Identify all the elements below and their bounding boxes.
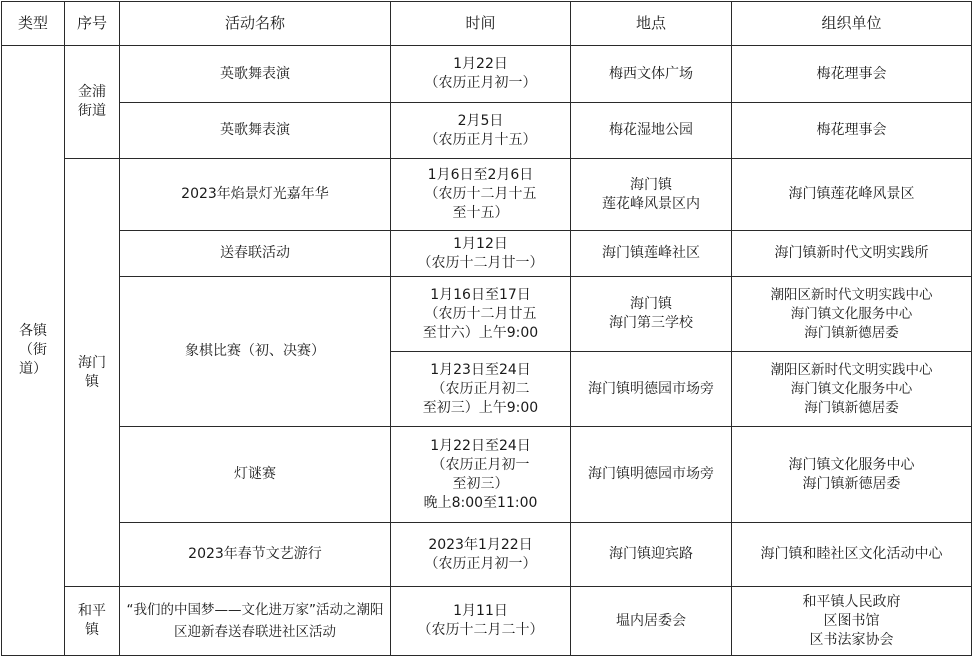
group-jinpu: 金浦 街道 <box>65 46 120 159</box>
activity-place: 海门镇明德园市场旁 <box>571 427 732 523</box>
header-type: 类型 <box>2 2 65 46</box>
activity-org: 海门镇莲花峰风景区 <box>732 159 972 231</box>
activity-org: 海门镇文化服务中心 海门镇新德居委 <box>732 427 972 523</box>
table-row <box>2 46 972 103</box>
activity-time: 1月11日 （农历十二月二十） <box>391 587 571 656</box>
activity-org: 海门镇新时代文明实践所 <box>732 231 972 277</box>
activity-org: 海门镇和睦社区文化活动中心 <box>732 523 972 587</box>
activity-org: 和平镇人民政府 区图书馆 区书法家协会 <box>732 587 972 656</box>
group-heping: 和平 镇 <box>65 587 120 656</box>
header-org: 组织单位 <box>732 2 972 46</box>
header-name: 活动名称 <box>120 2 391 46</box>
activity-place: 塭内居委会 <box>571 587 732 656</box>
activity-time: 1月22日至24日 （农历正月初一 至初三） 晚上8:00至11:00 <box>391 427 571 523</box>
group-haimen: 海门 镇 <box>65 159 120 587</box>
activity-time: 1月22日 （农历正月初一） <box>391 46 571 103</box>
activity-table <box>1 1 972 656</box>
activity-name: 英歌舞表演 <box>120 46 391 103</box>
type-cell: 各镇 （街 道） <box>2 46 65 656</box>
activity-time: 1月6日至2月6日 （农历十二月十五 至十五） <box>391 159 571 231</box>
activity-name: 象棋比赛（初、决赛） <box>120 277 391 427</box>
activity-name: 送春联活动 <box>120 231 391 277</box>
activity-place: 海门镇迎宾路 <box>571 523 732 587</box>
header-time: 时间 <box>391 2 571 46</box>
activity-org: 潮阳区新时代文明实践中心 海门镇文化服务中心 海门镇新德居委 <box>732 352 972 427</box>
activity-time: 2月5日 （农历正月十五） <box>391 103 571 159</box>
activity-name: “我们的中国梦——文化进万家”活动之潮阳区迎新春送春联进社区活动 <box>120 587 391 656</box>
activity-time: 2023年1月22日 （农历正月初一） <box>391 523 571 587</box>
table-row <box>2 231 972 277</box>
table-row <box>2 277 972 352</box>
activity-time: 1月16日至17日 （农历十二月廿五 至廿六）上午9:00 <box>391 277 571 352</box>
table-row <box>2 587 972 656</box>
header-place: 地点 <box>571 2 732 46</box>
table-row <box>2 159 972 231</box>
activity-time: 1月23日至24日 （农历正月初二 至初三）上午9:00 <box>391 352 571 427</box>
activity-time: 1月12日 （农历十二月廿一） <box>391 231 571 277</box>
activity-place: 海门镇 海门第三学校 <box>571 277 732 352</box>
activity-place: 梅西文体广场 <box>571 46 732 103</box>
header-row <box>2 2 972 46</box>
table-row <box>2 523 972 587</box>
activity-name: 英歌舞表演 <box>120 103 391 159</box>
activity-place: 海门镇 莲花峰风景区内 <box>571 159 732 231</box>
table-row <box>2 103 972 159</box>
activity-org: 潮阳区新时代文明实践中心 海门镇文化服务中心 海门镇新德居委 <box>732 277 972 352</box>
table-row <box>2 427 972 523</box>
activity-name: 2023年焰景灯光嘉年华 <box>120 159 391 231</box>
activity-org: 梅花理事会 <box>732 103 972 159</box>
activity-org: 梅花理事会 <box>732 46 972 103</box>
header-index: 序号 <box>65 2 120 46</box>
activity-place: 梅花湿地公园 <box>571 103 732 159</box>
activity-place: 海门镇莲峰社区 <box>571 231 732 277</box>
activity-name: 灯谜赛 <box>120 427 391 523</box>
activity-name: 2023年春节文艺游行 <box>120 523 391 587</box>
activity-place: 海门镇明德园市场旁 <box>571 352 732 427</box>
